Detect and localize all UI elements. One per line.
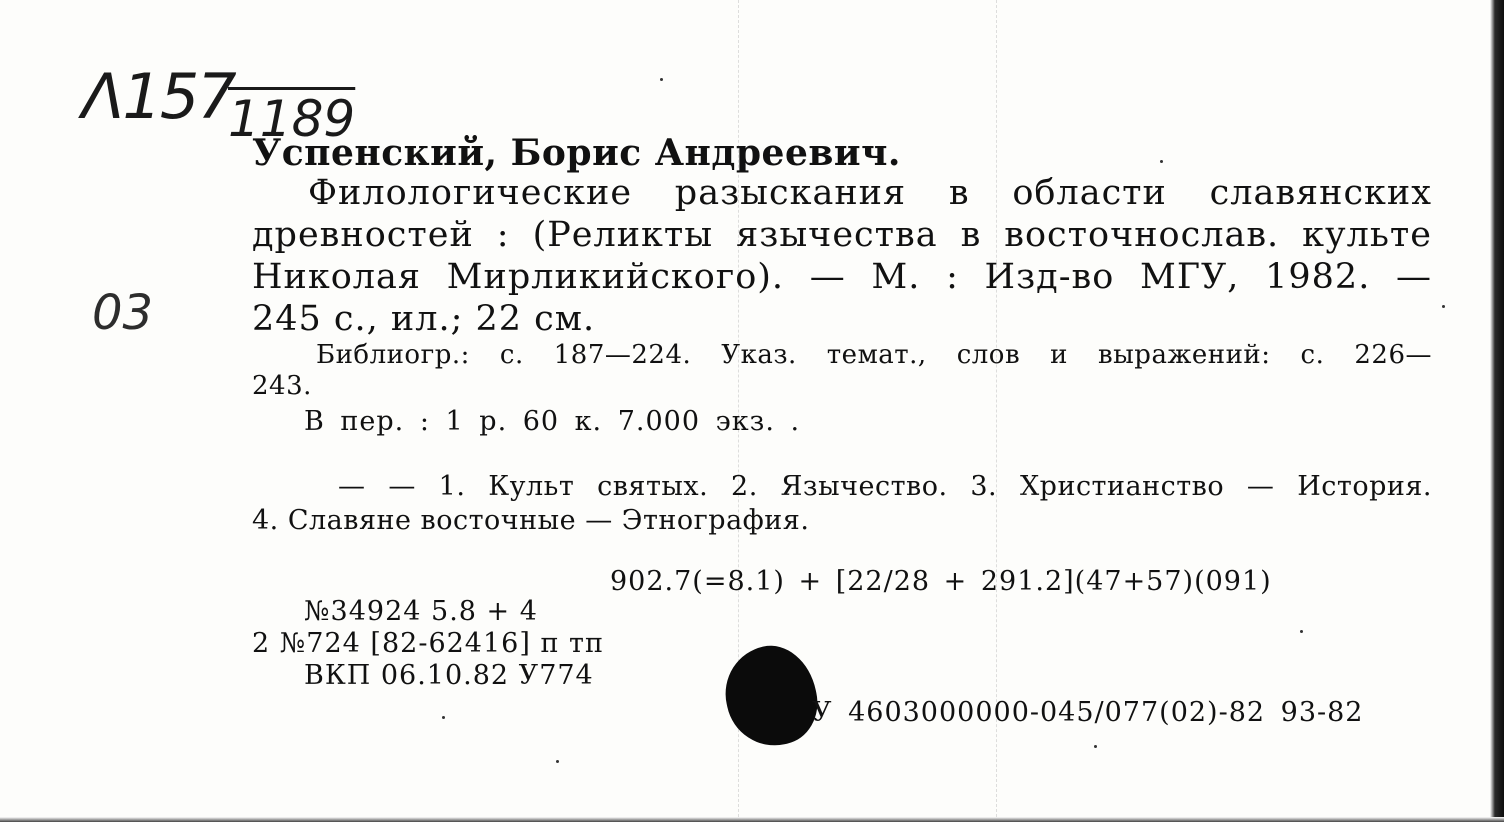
ink-speck — [1160, 160, 1163, 163]
subjects-line: 4. Славяне восточные — Этнография. — [252, 505, 810, 536]
author-heading: Успенский, Борис Андреевич. — [252, 132, 901, 174]
ink-speck — [1442, 305, 1445, 308]
title-line: 245 с., ил.; 22 см. — [252, 299, 596, 339]
notes-line: Библиогр.: с. 187—224. Указ. темат., слов и выражений: с. 226— — [316, 340, 1432, 370]
bibliography-notes — [252, 340, 1432, 402]
ink-speck — [1094, 745, 1097, 748]
code-line: 2 №724 [82-62416] п тп — [252, 628, 604, 659]
ink-blot — [717, 638, 826, 755]
code-line: №34924 5.8 + 4 — [304, 596, 538, 627]
price-and-print-run: В пер. : 1 р. 60 к. 7.000 экз. . — [304, 406, 801, 437]
handwritten-margin-note: 03 — [92, 285, 154, 341]
title-line: Филологические разыскания в области славянских — [308, 173, 1432, 213]
handwritten-shelf-mark: Λ157 — [82, 60, 235, 133]
subject-headings — [252, 470, 1432, 538]
publication-index: У 4603000000-045/077(02)-82 93-82 — [812, 697, 1364, 728]
title-line: древностей : (Реликты язычества в восточнослав. культе — [252, 215, 1432, 255]
handwritten-inventory-number: 1189 — [228, 90, 356, 148]
title-block — [252, 172, 1432, 340]
title-line: Николая Мирликийского). — М. : Изд-во МГУ, 1982. — — [252, 257, 1432, 297]
notes-line: 243. — [252, 371, 312, 401]
ink-speck — [556, 760, 559, 763]
classification-code: 902.7(=8.1) + [22/28 + 291.2](47+57)(091) — [610, 566, 1272, 597]
ink-speck — [1300, 630, 1303, 633]
ink-speck — [442, 716, 445, 719]
card-bottom-edge — [0, 817, 1504, 822]
code-line: ВКП 06.10.82 У774 — [304, 660, 594, 691]
card-edge — [1490, 0, 1504, 822]
ink-speck — [660, 78, 663, 81]
registration-codes — [252, 596, 604, 692]
subjects-line: — — 1. Культ святых. 2. Язычество. 3. Христианство — История. — [338, 471, 1432, 502]
